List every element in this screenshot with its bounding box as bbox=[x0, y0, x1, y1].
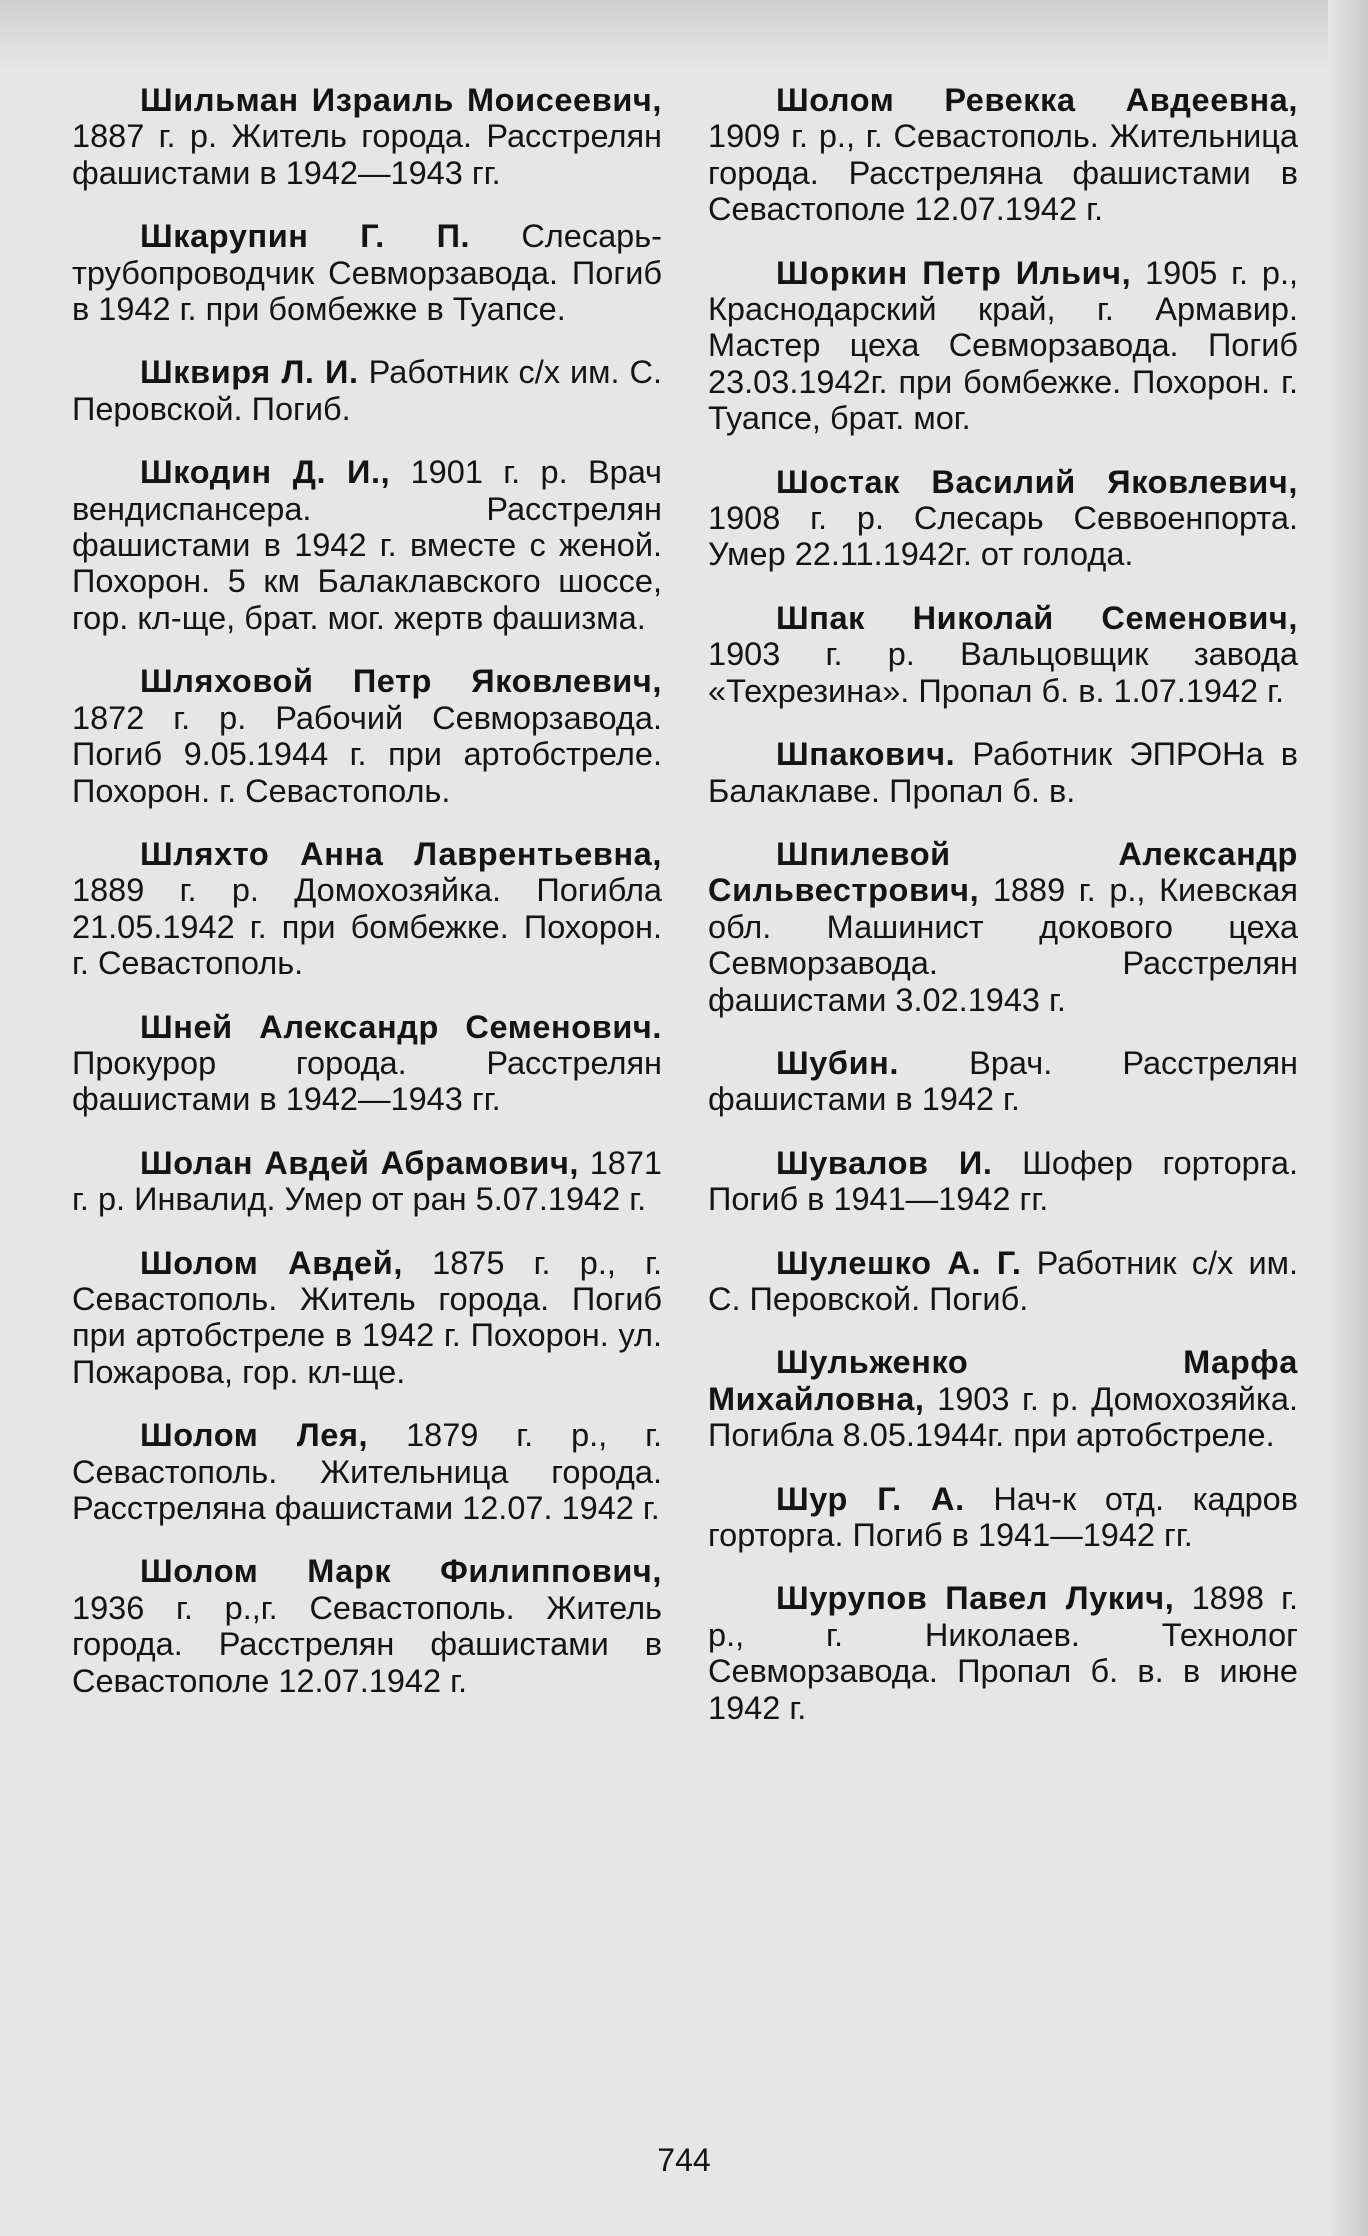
entry-text: 1879 г. р., г. Севастополь. Жительница города. Расстреляна фашистами 12.07. 1942 г. bbox=[72, 1417, 663, 1526]
entry bbox=[708, 836, 1298, 1018]
entry-name: Шкодин Д. И., bbox=[140, 454, 391, 491]
entry-name: Шулешко А. Г. bbox=[776, 1244, 1022, 1281]
entry bbox=[72, 82, 662, 191]
entry bbox=[708, 464, 1298, 573]
entry bbox=[708, 736, 1298, 809]
entry-name: Шпак Николай Семенович, bbox=[776, 599, 1298, 636]
entry-name: Шувалов И. bbox=[776, 1144, 993, 1181]
entry-name: Шурупов Павел Лукич, bbox=[776, 1580, 1175, 1617]
entry-name: Шолом Марк Филиппович, bbox=[140, 1553, 662, 1590]
entry bbox=[708, 600, 1298, 709]
entry-name: Шубин. bbox=[776, 1044, 900, 1081]
entry-name: Шпакович. bbox=[776, 736, 956, 773]
entry-name: Шпилевой Александр Сильвестрович, bbox=[708, 835, 1298, 909]
entry-name: Шолом Авдей, bbox=[140, 1244, 403, 1281]
entry bbox=[708, 82, 1298, 228]
entry-text: 1901 г. р. Врач вендиспансера. Расстрелян фашистами в 1942 г. вместе с женой. Похорон. 5 км Балаклавского шоссе, гор. кл-ще, брат. мог. жертв фашизма. bbox=[72, 454, 662, 636]
entry-name: Шоркин Петр Ильич, bbox=[776, 254, 1132, 291]
entry-text: Прокурор города. Расстрелян фашистами в 1942—1943 гг. bbox=[72, 1044, 662, 1118]
entry-text: 1889 г. р., Киевская обл. Машинист докового цеха Севморзавода. Расстрелян фашистами 3.02.1943 г. bbox=[708, 872, 1298, 1018]
entry-name: Шолом Лея, bbox=[140, 1417, 369, 1454]
entry bbox=[708, 1245, 1298, 1318]
entry-name: Шур Г. А. bbox=[776, 1480, 965, 1517]
entry bbox=[72, 1145, 662, 1218]
entry-text: Врач. Расстрелян фашистами в 1942 г. bbox=[708, 1044, 1298, 1118]
entry-text: Работник с/х им. С. Перовской. Погиб. bbox=[708, 1244, 1298, 1317]
entry bbox=[72, 1009, 662, 1118]
entry bbox=[72, 663, 662, 809]
entry bbox=[72, 1245, 662, 1391]
entry-text: 1909 г. р., г. Севастополь. Жительница города. Расстреляна фашистами в Севастополе 12.07.1942 г. bbox=[708, 118, 1298, 228]
entry-name: Шней Александр Семенович. bbox=[140, 1008, 662, 1045]
entry-text: 1872 г. р. Рабочий Севморзавода. Погиб 9.05.1944 г. при артобстреле. Похорон. г. Севастополь. bbox=[72, 699, 662, 809]
entry-text: Работник с/х им. С. Перовской. Погиб. bbox=[72, 354, 662, 427]
entry bbox=[72, 454, 662, 636]
left-column bbox=[72, 82, 662, 1726]
entry-text: 1903 г. р. Вальцовщик завода «Техрезина». Пропал б. в. 1.07.1942 г. bbox=[708, 636, 1298, 709]
entry-name: Шульженко Марфа Михайловна, bbox=[708, 1344, 1298, 1417]
entry-name: Шляховой Петр Яковлевич, bbox=[140, 663, 662, 700]
entry bbox=[708, 255, 1298, 437]
entry bbox=[708, 1481, 1298, 1554]
entry-text: Нач-к отд. кадров горторга. Погиб в 1941—1942 гг. bbox=[708, 1480, 1298, 1553]
entry bbox=[708, 1580, 1298, 1726]
entry-name: Шолом Ревекка Авдеевна, bbox=[776, 82, 1298, 118]
entry bbox=[708, 1145, 1298, 1218]
entry-text: Шофер горторга. Погиб в 1941—1942 гг. bbox=[708, 1144, 1299, 1218]
entry-name: Шостак Василий Яковлевич, bbox=[776, 463, 1298, 500]
entry-text: 1908 г. р. Слесарь Севвоенпорта. Умер 22.11.1942г. от голода. bbox=[708, 500, 1298, 573]
entry bbox=[72, 1553, 662, 1699]
entry-name: Шкарупин Г. П. bbox=[140, 218, 471, 255]
entry bbox=[708, 1344, 1298, 1453]
entry-text: Работник ЭПРОНа в Балаклаве. Пропал б. в. bbox=[708, 736, 1299, 809]
entry-text: 1887 г. р. Житель города. Расстрелян фашистами в 1942—1943 гг. bbox=[72, 118, 662, 191]
entry bbox=[72, 836, 662, 982]
entry-name: Шляхто Анна Лаврентьевна, bbox=[140, 835, 662, 872]
entry-text: 1898 г. р., г. Николаев. Технолог Севморзавода. Пропал б. в. в июне 1942 г. bbox=[708, 1580, 1299, 1726]
entry-name: Шквиря Л. И. bbox=[140, 354, 359, 391]
entry-text: 1903 г. р. Домохозяйка. Погибла 8.05.1944г. при артобстреле. bbox=[708, 1380, 1298, 1454]
entry-text: 1905 г. р., Краснодарский край, г. Армавир. Мастер цеха Севморзавода. Погиб 23.03.1942г. при бомбежке. Похорон. г. Туапсе, брат. мог. bbox=[708, 254, 1298, 437]
right-column bbox=[708, 82, 1298, 1753]
entry-text: 1889 г. р. Домохозяйка. Погибла 21.05.1942 г. при бомбежке. Похорон. г. Севастополь. bbox=[72, 872, 662, 982]
entry-name: Шильман Израиль Моисеевич, bbox=[140, 82, 662, 118]
entry-text: Слесарь-трубопроводчик Севморзавода. Погиб в 1942 г. при бомбежке в Туапсе. bbox=[72, 218, 662, 328]
page-number: 744 bbox=[657, 2142, 711, 2178]
entry bbox=[72, 218, 662, 327]
entry bbox=[72, 354, 662, 427]
entry-text: 1936 г. р.,г. Севастополь. Житель города. Расстрелян фашистами в Севастополе 12.07.1942 г. bbox=[72, 1589, 662, 1699]
entry-text: 1875 г. р., г. Севастополь. Житель города. Погиб при артобстреле в 1942 г. Похорон. ул. Пожарова, гор. кл-ще. bbox=[72, 1244, 663, 1390]
entry-text: 1871 г. р. Инвалид. Умер от ран 5.07.1942 г. bbox=[72, 1144, 663, 1218]
entry bbox=[708, 1045, 1298, 1118]
entry bbox=[72, 1417, 662, 1526]
entry-name: Шолан Авдей Абрамович, bbox=[140, 1144, 580, 1181]
